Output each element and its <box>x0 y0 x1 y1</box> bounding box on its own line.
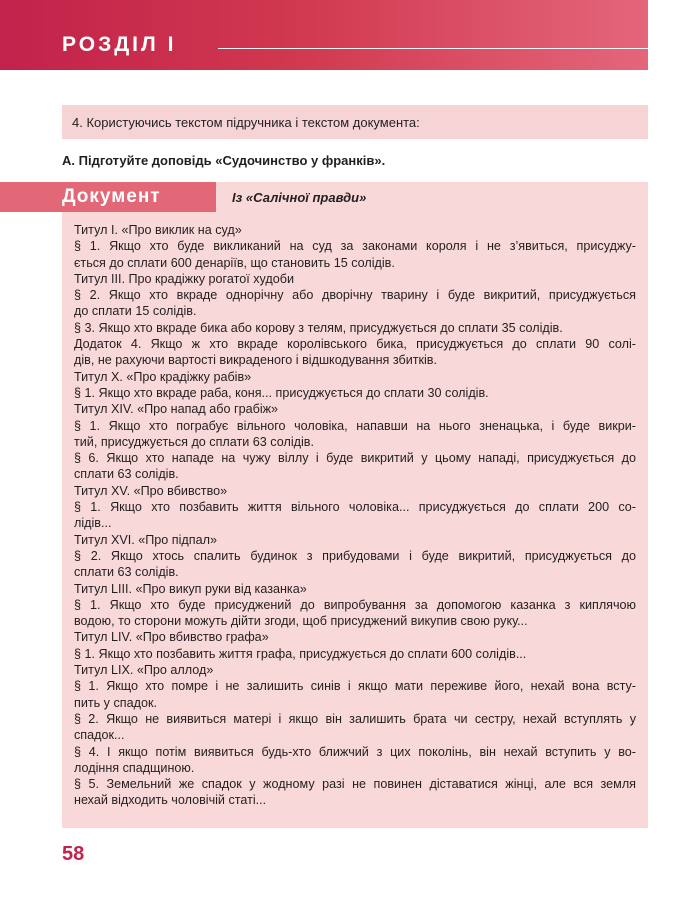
document-line: дів, не рахуючи вартості викраденого і відшкодування збитків. <box>74 353 437 368</box>
document-line: § 1. Якщо хто буде присуджений до випробування за допомогою казанка з киплячою <box>74 597 636 612</box>
document-line: до сплати 15 солідів. <box>74 304 197 319</box>
document-line: § 3. Якщо хто вкраде бика або корову з телям, присуджується до сплати 35 солідів. <box>74 320 563 335</box>
document-line: Титул X. «Про крадіжку рабів» <box>74 369 252 384</box>
document-line: лодіння спадщиною. <box>74 760 195 775</box>
document-label <box>0 182 216 212</box>
document-line: тий, присуджується до сплати 63 солідів. <box>74 434 314 449</box>
document-line: § 1. Якщо хто позбавить життя вільного чоловіка... присуджується до сплати 200 со- <box>74 500 636 515</box>
document-line: сплати 63 солідів. <box>74 467 179 482</box>
document-line: Титул LIII. «Про викуп руки від казанка» <box>74 581 307 596</box>
document-line: Титул LIX. «Про аллод» <box>74 663 214 678</box>
document-line: Титул XVI. «Про підпал» <box>74 532 217 547</box>
document-line: § 1. Якщо хто пограбує вільного чоловіка, напавши на нього зненацька, і буде викри- <box>74 418 636 433</box>
assignment-heading: А. Підготуйте доповідь «Судочинство у франків». <box>62 153 386 168</box>
task-text: 4. Користуючись текстом підручника і текстом документа: <box>72 115 420 130</box>
document-line: Титул XV. «Про вбивство» <box>74 483 228 498</box>
document-line: Титул I. «Про виклик на суд» <box>74 223 242 237</box>
document-line: нехай відходить чоловічій статі... <box>74 793 267 808</box>
document-line: Титул LIV. «Про вбивство графа» <box>74 630 269 645</box>
task-box <box>62 105 648 139</box>
header-divider <box>218 48 648 49</box>
document-line: Додаток 4. Якщо ж хто вкраде королівського бика, присуджується до сплати 90 солі- <box>74 337 636 352</box>
document-line: § 1. Якщо хто вкраде раба, коня... присуджується до сплати 30 солідів. <box>74 385 489 400</box>
document-line: Титул III. Про крадіжку рогатої худоби <box>74 271 294 286</box>
document-line: водою, то сторони можуть дійти згоди, щоб присуджений викупив свою руку... <box>74 614 528 629</box>
document-line: § 1. Якщо хто позбавить життя графа, присуджується до сплати 600 солідів... <box>74 646 527 661</box>
document-line: § 2. Якщо не виявиться матері і якщо він залишить брата чи сестру, нехай вступлять у <box>74 711 636 726</box>
document-line: сплати 63 солідів. <box>74 565 179 580</box>
document-line: § 1. Якщо хто буде викликаний на суд за законами короля і не з’явиться, присуджу- <box>74 239 636 254</box>
document-line: § 4. І якщо потім виявиться будь-хто ближчий з цих поколінь, він нехай вступить у во- <box>74 744 636 759</box>
document-label-text: Документ <box>62 186 161 207</box>
document-line: ється до сплати 600 денаріїв, що становить 15 солідів. <box>74 255 395 270</box>
document-line: § 2. Якщо хтось спалить будинок з прибудовами і буде викритий, присуджується до <box>74 548 636 563</box>
document-line: спадок... <box>74 728 125 743</box>
document-line: § 1. Якщо хто помре і не залишить синів і якщо мати переживе його, нехай вона всту- <box>74 679 636 694</box>
document-line: § 2. Якщо хто вкраде однорічну або дворічну тварину і буде викритий, присуджується <box>74 288 636 303</box>
document-line: лідів... <box>74 516 112 531</box>
document-source: Із «Салічної правди» <box>232 190 367 205</box>
section-title: РОЗДІЛ I <box>62 33 177 56</box>
document-body <box>74 222 636 809</box>
page-number: 58 <box>62 843 85 865</box>
document-line: Титул XIV. «Про напад або грабіж» <box>74 402 279 417</box>
document-line: § 5. Земельний же спадок у жодному разі не повинен діставатися жінці, але вся земля <box>74 777 636 792</box>
document-line: пить у спадок. <box>74 695 157 710</box>
document-line: § 6. Якщо хто нападе на чужу віллу і буде викритий у цьому нападі, присуджується до <box>74 451 636 466</box>
